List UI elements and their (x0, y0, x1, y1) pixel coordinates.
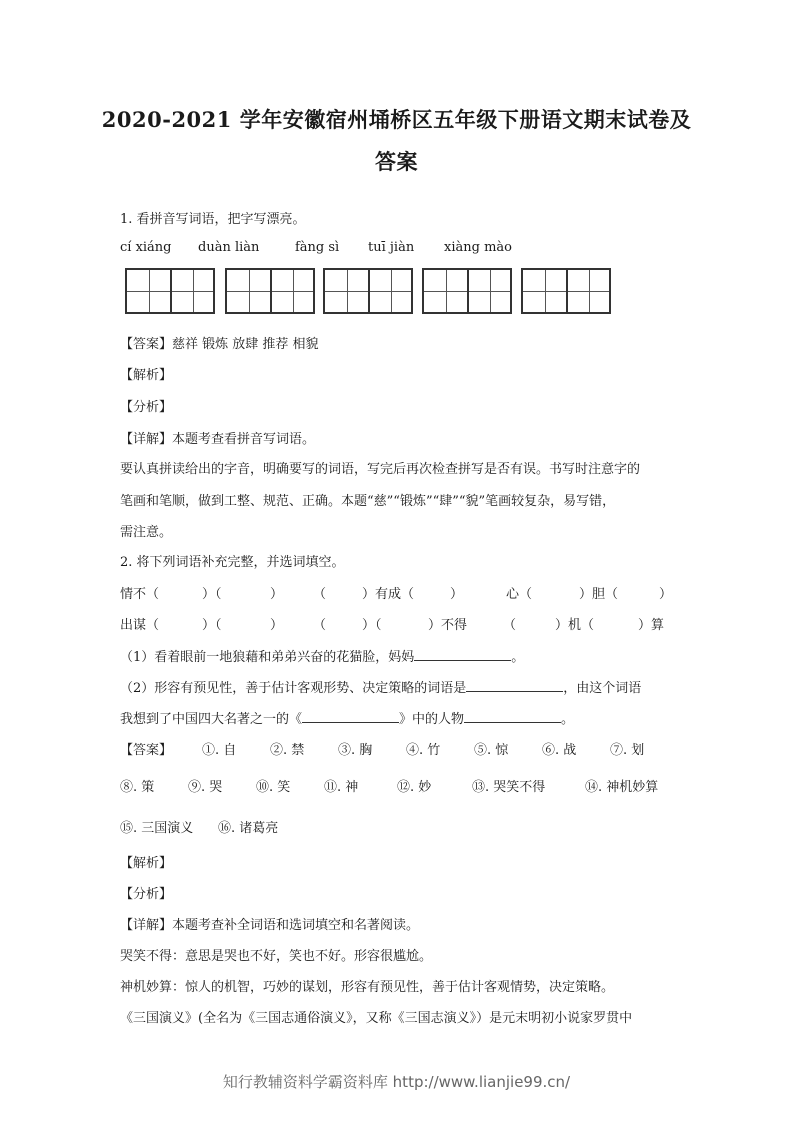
idiom-fragment: ）机（ (555, 618, 595, 633)
pinyin-2: duàn liàn (198, 240, 260, 255)
q1-pinyin-row (120, 240, 680, 255)
writing-grid-group[interactable] (521, 268, 611, 314)
q2-idiom-row2 (120, 614, 680, 632)
fill-blank[interactable] (466, 680, 563, 692)
q2-expl-line1: 哭笑不得：意思是哭也不好，笑也不好。形容很尴尬。 (120, 949, 433, 964)
q2-sub2-book-suffix: 》中的人物 (399, 712, 465, 727)
pinyin-1: cí xiáng (120, 240, 172, 255)
q2-answer-row2 (120, 776, 680, 795)
q1-fenxi-label: 【分析】 (120, 400, 173, 415)
idiom-fragment: ）（ (202, 618, 222, 633)
answer-item: ④. 竹 (406, 743, 441, 758)
answer-item: ⑧. 策 (120, 780, 155, 795)
q1-stem: 1. 看拼音写词语，把字写漂亮。 (120, 212, 306, 227)
answer-item: ⑤. 惊 (474, 743, 509, 758)
answer-item: ⑬. 哭笑不得 (472, 780, 546, 795)
q1-answer: 【答案】慈祥 锻炼 放肆 推荐 相貌 (120, 337, 319, 352)
idiom-fragment: （ (313, 618, 327, 633)
q2-idiom-row1 (120, 583, 680, 601)
q2-sub2-text-cont: ，由这个词语 (563, 681, 642, 696)
q1-para-line1: 要认真拼读给出的字音，明确要写的词语，写完后再次检查拼写是否有误。书写时注意字的 (120, 462, 641, 477)
footer-watermark: 知行教辅资料学霸资料库 http://www.lianjie99.cn/ (222, 1073, 571, 1091)
idiom-fragment: ） (450, 587, 464, 602)
q2-sub2-book-prefix: 我想到了中国四大名著之一的《 (120, 712, 303, 727)
idiom-fragment: ）（ (202, 587, 222, 602)
idiom-fragment: ）有成（ (362, 587, 415, 602)
q2-detail: 【详解】本题考查补全词语和选词填空和名著阅读。 (120, 918, 420, 933)
idiom-fragment: ） (270, 618, 284, 633)
fill-blank[interactable] (302, 711, 399, 723)
idiom-fragment: ）（ (362, 618, 382, 633)
fill-blank[interactable] (414, 649, 511, 661)
writing-grid-group[interactable] (422, 268, 512, 314)
idiom-fragment: （ (503, 618, 517, 633)
fill-blank[interactable] (464, 711, 561, 723)
q2-sub2-end: 。 (561, 712, 575, 727)
idiom-fragment: （ (313, 587, 327, 602)
writing-grid-group[interactable] (125, 268, 215, 314)
q2-expl-line3: 《三国演义》(全名为《三国志通俗演义》，又称《三国志演义》）是元末明初小说家罗贯中 (120, 1011, 633, 1026)
answer-item: ⑥. 战 (542, 743, 577, 758)
q2-sub1 (120, 646, 680, 665)
answer-item: ⑭. 神机妙算 (585, 780, 659, 795)
q1-detail: 【详解】本题考查看拼音写词语。 (120, 432, 316, 447)
answer-item: ①. 自 (202, 743, 237, 758)
idiom-fragment: ）算 (638, 618, 665, 633)
q2-expl-line2: 神机妙算：惊人的机智，巧妙的谋划，形容有预见性，善于估计客观情势，决定策略。 (120, 980, 615, 995)
q2-sub1-end: 。 (511, 650, 525, 665)
pinyin-4: tuī jiàn (368, 240, 415, 255)
writing-grid-group[interactable] (225, 268, 315, 314)
answer-item: ⑯. 诸葛亮 (218, 821, 279, 836)
q2-sub2-line1 (120, 677, 680, 696)
q1-para-line2: 笔画和笔顺，做到工整、规范、正确。本题“慈”“锻炼”“肆”“貌”笔画较复杂，易写错， (120, 494, 616, 509)
document-title-line2: 答案 (375, 149, 418, 174)
answer-label: 【答案】 (120, 743, 173, 758)
answer-item: ⑫. 妙 (397, 780, 432, 795)
q2-fenxi-label: 【分析】 (120, 887, 173, 902)
answer-item: ⑩. 笑 (256, 780, 291, 795)
q2-sub1-text: （1）看着眼前一地狼藉和弟弟兴奋的花猫脸，妈妈 (120, 650, 415, 665)
pinyin-5: xiàng mào (444, 240, 512, 255)
answer-item: ③. 胸 (338, 743, 373, 758)
q1-para-line3: 需注意。 (120, 525, 173, 540)
idiom-fragment: 心（ (506, 587, 533, 602)
q2-sub2-line2 (120, 708, 680, 727)
idiom-fragment: ）胆（ (579, 587, 619, 602)
q2-answer-row1 (120, 739, 680, 758)
idiom-fragment: 情不（ (120, 587, 160, 602)
answer-item: ⑦. 划 (610, 743, 645, 758)
q1-jiexi-label: 【解析】 (120, 368, 173, 383)
pinyin-3: fàng sì (295, 240, 340, 255)
q2-stem: 2. 将下列词语补充完整，并选词填空。 (120, 555, 345, 570)
answer-item: ②. 禁 (270, 743, 305, 758)
answer-item: ⑨. 哭 (188, 780, 223, 795)
answer-item: ⑮. 三国演义 (120, 821, 194, 836)
q2-answer-row3 (120, 817, 680, 836)
idiom-fragment: ） (270, 587, 284, 602)
q2-jiexi-label: 【解析】 (120, 856, 173, 871)
q2-sub2-text: （2）形容有预见性，善于估计客观形势、决定策略的词语是 (120, 681, 467, 696)
idiom-fragment: 出谋（ (120, 618, 160, 633)
document-title-line1: 2020-2021 学年安徽宿州埇桥区五年级下册语文期末试卷及 (101, 107, 692, 132)
idiom-fragment: ）不得 (428, 618, 468, 633)
answer-item: ⑪. 神 (324, 780, 359, 795)
idiom-fragment: ） (659, 587, 673, 602)
writing-grid-group[interactable] (323, 268, 413, 314)
